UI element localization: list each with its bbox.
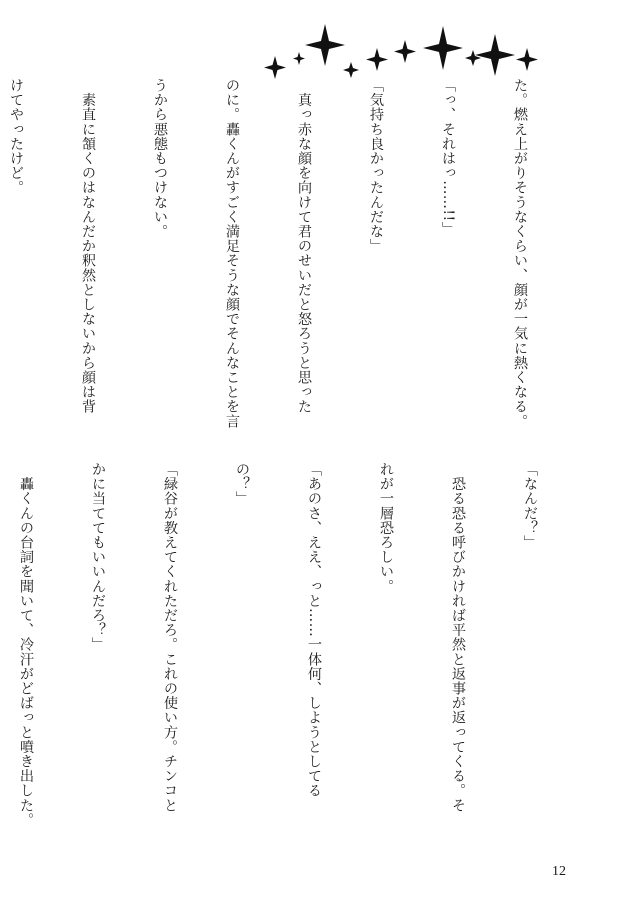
sparkle-star	[343, 62, 359, 78]
text-line: 真っ赤な顔を向けて君のせいだと怒ろうと思った	[296, 78, 312, 414]
text-line: 「なんだ？」	[522, 462, 538, 550]
sparkle-star	[305, 24, 345, 66]
text-line: た。燃え上がりそうなくらい、顔が一気に熱くなる。	[512, 78, 528, 429]
text-line: のに。轟くんがすごく満足そうな顔でそんなことを言	[224, 78, 240, 429]
text-line: 恐る恐る呼びかければ平然と返事が返ってくる。そ	[450, 462, 466, 813]
sparkle-star	[516, 48, 538, 71]
text-line: 轟くんの台詞を聞いて、冷汗がどばっと噴き出した。	[18, 462, 34, 827]
text-line: けてやったけど。	[8, 78, 24, 195]
sparkle-star	[293, 52, 305, 65]
text-line: 「あのさ、ええ、っと……一体何、しようとしてる	[306, 462, 322, 798]
sparkle-star	[423, 26, 463, 70]
text-line: 素直に頷くのはなんだか釈然としないから顔は背	[80, 78, 96, 414]
text-line: 「っ、それはっ……!!」	[440, 78, 456, 237]
sparkle-star	[366, 48, 388, 71]
sparkle-star	[475, 34, 515, 76]
text-line: 「気持ち良かったんだな」	[368, 78, 384, 254]
text-line: 「緑谷が教えてくれただろ。これの使い方。チンコと	[162, 462, 178, 813]
text-line: かに当ててもいいんだろ？」	[90, 462, 106, 652]
page-number: 12	[552, 864, 566, 879]
sparkle-star	[264, 56, 286, 79]
text-line: の？」	[234, 462, 250, 506]
upper-text-block	[8, 78, 580, 438]
text-line: れが一層恐ろしい。	[378, 462, 394, 594]
text-line: うから悪態もつけない。	[152, 78, 168, 239]
lower-text-block	[18, 462, 590, 834]
sparkle-star	[465, 50, 481, 66]
sparkle-star	[394, 40, 416, 63]
